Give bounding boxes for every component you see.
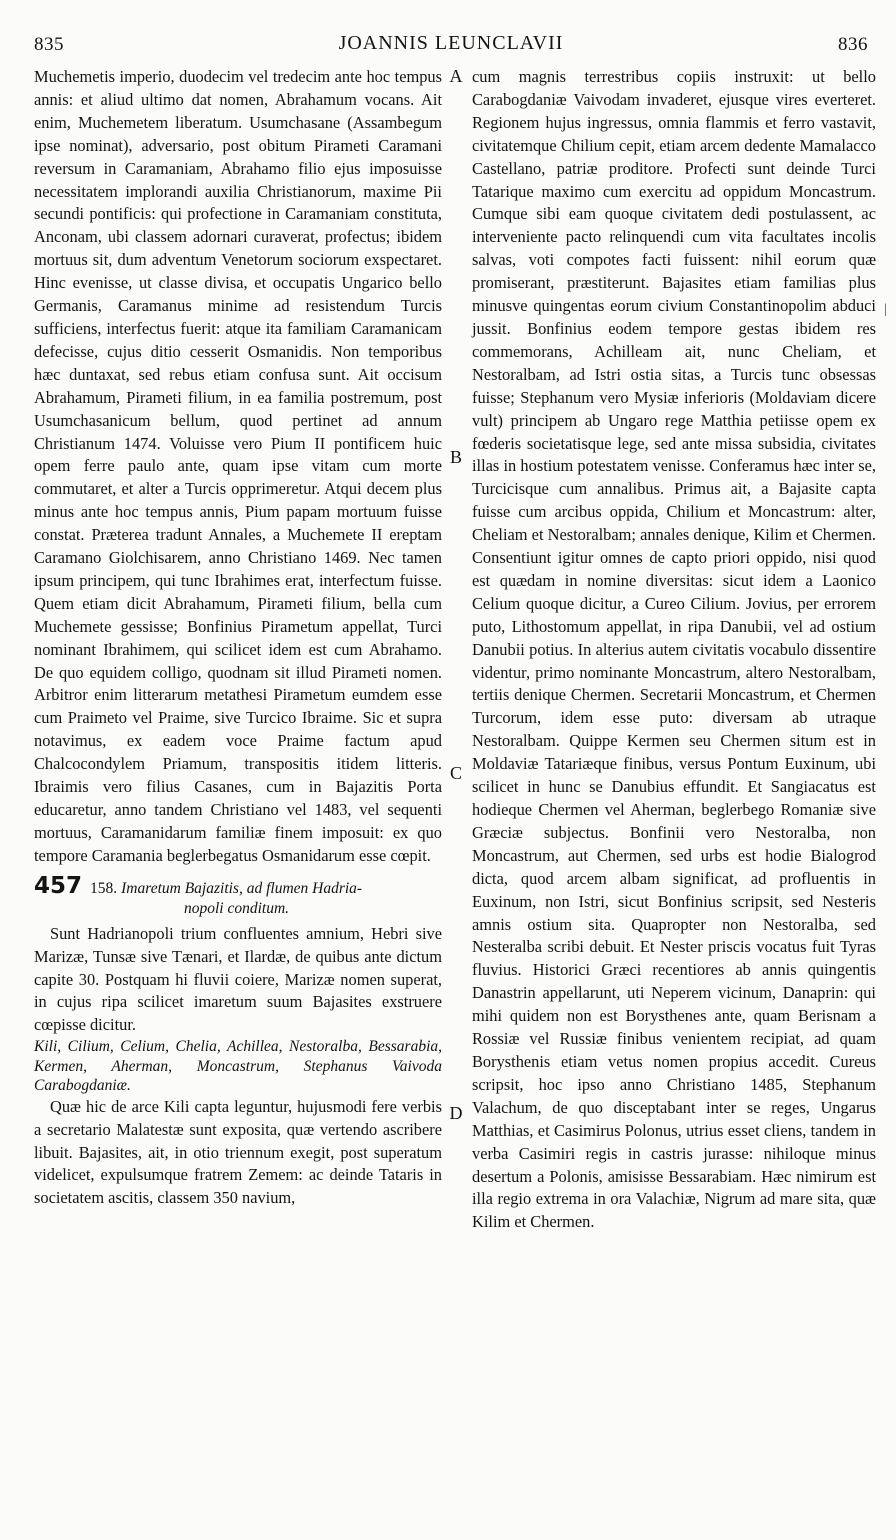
section-marker-b: B bbox=[449, 447, 462, 467]
section-marker-a: A bbox=[449, 66, 463, 86]
page-number-right: 836 bbox=[838, 34, 868, 55]
chapter-marginal-number: 457 bbox=[34, 872, 83, 899]
running-head bbox=[34, 32, 868, 62]
running-title: JOANNIS LEUNCLAVII bbox=[338, 32, 564, 54]
chapter-number: 158. bbox=[90, 879, 118, 897]
right-column bbox=[472, 66, 876, 1234]
left-column bbox=[34, 66, 442, 1210]
right-paragraph-1: cum magnis terrestribus copiis instruxit: ut bello Carabogdaniæ Vaivodam invaderet, ejusque vires everteret. Regionem hujus ingressus, omnia flammis et ferro vastavit, civitatemque Chilium cepit, etiam arcem dedente Mamalacco Castellano, patriæ proditore. Profecti sunt deinde Turci Tatarique maximo cum exercitu ad oppidum Moncastrum. Cumque sibi eam quoque civitatem dedi postulassent, ac interveniente pacto relinquendi cum vita facultates incolis salvas, voti compotes facti fuissent: nihil eorum quæ promiserant, præstiterunt. Bajasites etiam familias plus minusve quingentas eorum civium Constantinopolim abduci jussit. Bonfinius eodem tempore gestas ibidem res commemorans, Achilleam ait, nunc Cheliam, et Nestoralbam, ad Istri ostia sitas, a Turcis tunc obsessas fuisse; Stephanum vero Mysiæ inferioris (Moldaviam dicere vult) principem ab Ungaro rege Matthia petiisse opem ex fœderis societatisque lege, sed ante missa subsidia, civitates illas in hostium potestatem venisse. Conferamus hæc inter se, Turcicisque cum annalibus. Primus ait, a Bajasite capta fuisse cum arcibus oppida, Chilium et Moncastrum: alter, Cheliam et Nestoralbam; annales denique, Kilim et Chermen. Consentiunt igitur omnes de capto priori oppido, nisi quod est quædam in nomine diversitas: sicut idem a Laonico Celium quoque dicitur, a Cureo Cilium. Jovius, per errorem puto, Lithostomum appellat, in ripa Danubii, vel ad ostium Danubii potius. In alterius autem civitatis vocabulo dissentire videntur, primo nominante Moncastrum, altero Nestoralbam, tertiis denique Chermen. Secretarii Moncastrum, et Chermen Turcorum, idem esse puto: diversam ab utraque Nestoralbam. Quippe Kermen seu Chermen situm est in Moldaviæ Tatariæque finibus, versus Pontum Euxinum, ubi scilicet in hunc se Danubius effundit. Et Sangiacatus est hodieque Chermen vel Aherman, beglerbego Romaniæ sive Græciæ subjectus. Bonfinii vero Nestoralba, non Moncastrum, aut Chermen, sed urbs est hodie Bialogrod dicta, quod arcem albam significat, ad profluentis in Euxinum, non Istri, sicut Bonfinius scripsit, sed Nesteris amnis ostium sita. Quapropter non Nestoralba, sed Nesteralba scribi debuit. Et Nester priscis vocatus fuit Tyras fluvius. Historici Græci recentiores ab annis quingentis Danastrin appellarunt, uti Neperem vicinum, Danaprin: qui mihi quidem non est Borysthenes ante, quam Berisnam a Rossiæ vel Russiæ finibus venientem recipiat, ad quam Borysthenis etiam vetus nomen propius accedit. Cureus scripsit, hoc ipso anno Christiano 1485, Stephanum Valachum, de quo disceptabant inter se reges, Ungarus Matthias, et Casimirus Polonus, utrius esset cliens, tandem in verba Casimiri regis in castris jurasse: nihiloque minus desertum a Polonis, amisisse Bessarabiam. Hæc nimirum est illa regio extrema in ora Valachiæ, Nigrum ad mare sita, quæ Kilim et Chermen. bbox=[472, 67, 876, 1232]
left-paragraph-2: Sunt Hadrianopoli trium confluentes amnium, Hebri sive Marizæ, Tunsæ sive Tænari, et Ilardæ, de quibus ante dictum capite 30. Postquam hi fluvii coiere, Marizæ nomen superat, in cujus ripa scilicet imaretum suum Bajasites exstruere cœpisse dicitur. bbox=[34, 923, 442, 1035]
page-number-left: 835 bbox=[34, 34, 64, 55]
margin-mark: | bbox=[884, 302, 887, 317]
chapter-summary: Kili, Cilium, Celium, Chelia, Achillea, Nestoralba, Bessarabia, Kermen, Aherman, Moncastrum, Stephanus Vaivoda Carabogdaniæ. bbox=[34, 1038, 442, 1095]
chapter-heading bbox=[34, 872, 442, 919]
left-paragraph-3: Quæ hic de arce Kili capta leguntur, hujusmodi fere verbis a secretario Malatestæ sunt exposita, quæ vertendo ascribere libuit. Bajasites, ait, in otio triennum exegit, post superatum videlicet, expulsumque fratrem Zemem: ac deinde Tataris in societatem ascitis, classem 350 navium, bbox=[34, 1096, 442, 1208]
chapter-title-line-2: nopoli conditum. bbox=[184, 899, 290, 917]
left-paragraph-1: Muchemetis imperio, duodecim vel tredecim ante hoc tempus annis: et aliud ultimo dat nomen, Abrahamum vocans. Ait enim, Muchemetem liberatum. Usumchasane (Assambegum ipse nominat), adversario, post obitum Pirameti Caramani reversum in Caramaniam, Abrahamo filio ejus imposuisse necessitatem implorandi auxilia Christianorum, maxime Pii secundi pontificis: qui profectione in Caramaniam constituta, Anconam, ubi classem adornari curaverat, profectus; ibidem mortuus sit, dum adventum Venetorum sociorum exspectaret. Hinc evenisse, ut classe divisa, et occupatis Ungarico bello Germanis, Caramanus minime ad resistendum Turcis sufficiens, interfectus fuerit: atque ita familiam Caramanicam defecisse, cujus ditio cesserit Osmanidis. Non temporibus hæc duntaxat, sed rebus etiam confusa sunt. Ait occisum Abrahamum, Pirameti filium, in ea familia postremum, post Usumchasanicum bellum, quod pertinet ad annum Christianum 1474. Voluisse vero Pium II pontificem huic opem ferre paulo ante, quam ipse vitam cum morte commutaret, et alter a Turcis opprimeretur. Atqui decem plus minus ante hoc tempus annis, Pium papam mortuum fuisse constat. Præterea tradunt Annales, a Muchemete II ereptam Caramano Giolchisarem, anno Christiano 1469. Nec tamen ipsum principem, qui tunc Ibrahimes erat, interfectum fuisse. Quem etiam dicit Abrahamum, Pirameti filium, bella cum Muchemete gessisse; Bonfinius Pirametum appellat, Turci nominant Ibrahimem, qui scilicet idem est cum Abrahamo. De quo equidem colligo, quodnam sit illud Pirameti nomen. Arbitror enim litterarum metathesi Pirametum eumdem esse cum Praimeto vel Praime, sive Turcico Ibraime. Sic et supra notavimus, ex eadem voce Praime factum apud Chalcocondylem Priamum, transpositis itidem litteris. Ibraimis vero filius Casanes, cum in Bajazitis Porta educaretur, anno tandem Christiano vel 1483, vel sequenti mortuus, Caramanidarum familiæ finem imposuit: ex quo tempore Caramania beglerbegatus Osmanidarum esse cœpit. bbox=[34, 67, 442, 865]
section-marker-c: C bbox=[449, 763, 462, 783]
chapter-title-line-1: Imaretum Bajazitis, ad flumen Hadria- bbox=[121, 879, 363, 897]
section-marker-d: D bbox=[449, 1103, 463, 1123]
